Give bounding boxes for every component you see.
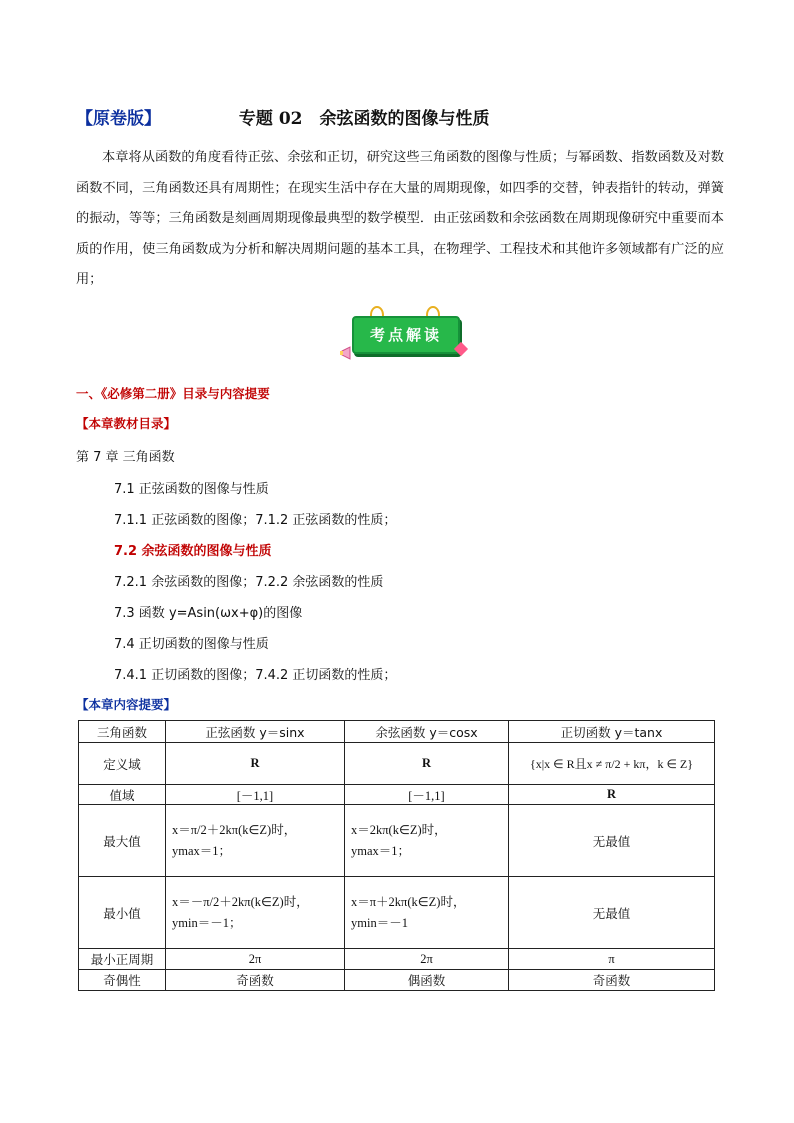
table-cell (166, 877, 345, 949)
badge (340, 306, 470, 370)
table-header: 余弦函数 y＝cosx (345, 721, 509, 743)
toc-item: 7.1 正弦函数的图像与性质 (114, 482, 269, 497)
cell-line: ymin＝－1； (172, 915, 242, 930)
row-label: 值域 (79, 785, 166, 805)
table-cell (166, 805, 345, 877)
toc-item: 7.3 函数 y=Asin(ωx+φ)的图像 (114, 606, 303, 621)
table-row (79, 805, 715, 877)
row-label: 最小正周期 (79, 949, 166, 970)
table-header: 正弦函数 y＝sinx (166, 721, 345, 743)
toc-item: 7.4.1 正切函数的图像；7.4.2 正切函数的性质； (114, 668, 397, 683)
table-header: 三角函数 (79, 721, 166, 743)
table-cell: R (509, 785, 715, 805)
table-cell: 奇函数 (509, 970, 715, 991)
megaphone-icon (340, 346, 356, 360)
cell-line: x＝π/2＋2kπ(k∈Z)时， (172, 822, 297, 837)
intro-paragraph: 本章将从函数的角度看待正弦、余弦和正切，研究这些三角函数的图像与性质；与幂函数、指数函数及对数函数不同，三角函数还具有周期性；在现实生活中存在大量的周期现像，如四季的交替，钟表指针的转动，弹簧的振动，等等；三角函数是刻画周期现像最典型的数学模型．由正弦函数和余弦函数在周期现像研究中重要而本质的作用，使三角函数成为分析和解决周期问题的基本工具，在物理学、工程技术和其他许多领域都有广泛的应用； (76, 150, 724, 287)
table-cell (345, 877, 509, 949)
toc-item: 7.4 正切函数的图像与性质 (114, 637, 269, 652)
row-label: 最小值 (79, 877, 166, 949)
toc-item-current: 7.2 余弦函数的图像与性质 (114, 544, 272, 559)
table-cell: R (166, 743, 345, 785)
row-label: 奇偶性 (79, 970, 166, 991)
table-cell: R (345, 743, 509, 785)
toc-item: 7.1.1 正弦函数的图像；7.1.2 正弦函数的性质； (114, 513, 397, 528)
row-label: 最大值 (79, 805, 166, 877)
table-cell: 无最值 (509, 877, 715, 949)
table-cell: 2π (345, 949, 509, 970)
section-heading: 一、《必修第二册》目录与内容提要 (76, 386, 270, 401)
cell-line: ymin＝－1 (351, 915, 408, 930)
cell-line: x＝π＋2kπ(k∈Z)时， (351, 894, 466, 909)
table-header-row (79, 721, 715, 743)
version-tag: 【原卷版】 (76, 109, 161, 129)
table-cell: [－1,1] (345, 785, 509, 805)
table-cell: 偶函数 (345, 970, 509, 991)
table-cell: [－1,1] (166, 785, 345, 805)
table-cell: 2π (166, 949, 345, 970)
toc-chapter: 第 7 章 三角函数 (76, 450, 175, 465)
topic-title: 专题 02 余弦函数的图像与性质 (238, 109, 490, 129)
cell-line: x＝2kπ(k∈Z)时， (351, 822, 447, 837)
table-row (79, 877, 715, 949)
cell-line: ymax＝1； (351, 843, 411, 858)
page-title (76, 104, 736, 129)
table-cell: 奇函数 (166, 970, 345, 991)
badge-label: 考点解读 (352, 316, 460, 354)
table-header: 正切函数 y＝tanx (509, 721, 715, 743)
table-cell: 无最值 (509, 805, 715, 877)
toc-item: 7.2.1 余弦函数的图像；7.2.2 余弦函数的性质 (114, 575, 384, 590)
table-cell: {x|x ∈ R且x ≠ π/2 + kπ，k ∈ Z} (509, 743, 715, 785)
table-row (79, 785, 715, 805)
table-cell (345, 805, 509, 877)
cell-line: ymax＝1； (172, 843, 232, 858)
table-row (79, 743, 715, 785)
table-row (79, 949, 715, 970)
table-cell: π (509, 949, 715, 970)
summary-table (78, 720, 715, 991)
toc-heading: 【本章教材目录】 (76, 416, 177, 431)
row-label: 定义域 (79, 743, 166, 785)
cell-line: x＝－π/2＋2kπ(k∈Z)时， (172, 894, 309, 909)
summary-heading: 【本章内容提要】 (76, 697, 177, 712)
table-row (79, 970, 715, 991)
